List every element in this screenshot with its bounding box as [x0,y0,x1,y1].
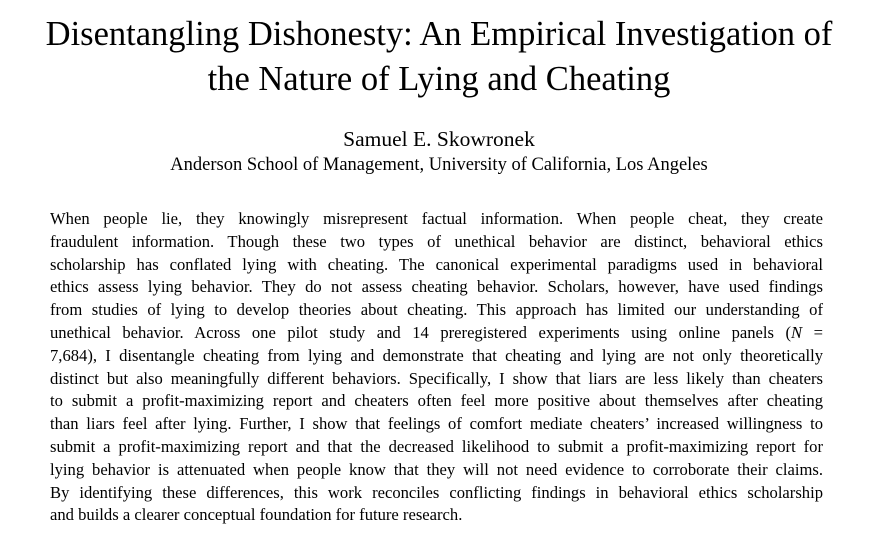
abstract-line: and builds a clearer conceptual foundation for future research. [50,505,463,525]
abstract-line: than liars feel after lying. Further, I show that feelings of comfort mediate cheaters’ increased willingness to [50,414,823,434]
author-affiliation: Anderson School of Management, University of California, Los Angeles [170,155,708,175]
abstract-line: unethical behavior. Across one pilot study and 14 preregistered experiments using online panels (N = [50,322,823,342]
abstract-line: When people lie, they knowingly misrepresent factual information. When people cheat, they create [50,209,823,228]
abstract-line: to submit a profit-maximizing report and cheaters often feel more positive about themselves after cheating [50,391,823,411]
abstract-line: distinct but also meaningfully different behaviors. Specifically, I show that liars are less likely than cheaters [50,368,823,388]
paper-title-line-1: Disentangling Dishonesty: An Empirical Investigation of [45,15,833,53]
abstract-line: 7,684), I disentangle cheating from lying and demonstrate that cheating and lying are not only theoretically [50,345,823,365]
abstract-line: submit a profit-maximizing report and that the decreased likelihood to submit a profit-maximizing report for [50,436,823,456]
abstract-line: ethics assess lying behavior. They do not assess cheating behavior. Scholars, however, have used findings [50,277,823,297]
abstract-line: scholarship has conflated lying with cheating. The canonical experimental paradigms used in behavioral [50,254,823,274]
paper-title-line-2: the Nature of Lying and Cheating [207,60,671,98]
abstract-line: fraudulent information. Though these two types of unethical behavior are distinct, behavioral ethics [50,231,823,251]
paper-title [0,12,878,102]
abstract-line: By identifying these differences, this work reconciles conflicting findings in behavioral ethics scholarship [50,482,823,502]
abstract [50,208,823,527]
abstract-line: lying behavior is attenuated when people know that they will not need evidence to corroborate their claims. [50,459,823,479]
abstract-line: from studies of lying to develop theories about cheating. This approach has limited our understanding of [50,300,823,320]
author-name: Samuel E. Skowronek [343,127,535,151]
